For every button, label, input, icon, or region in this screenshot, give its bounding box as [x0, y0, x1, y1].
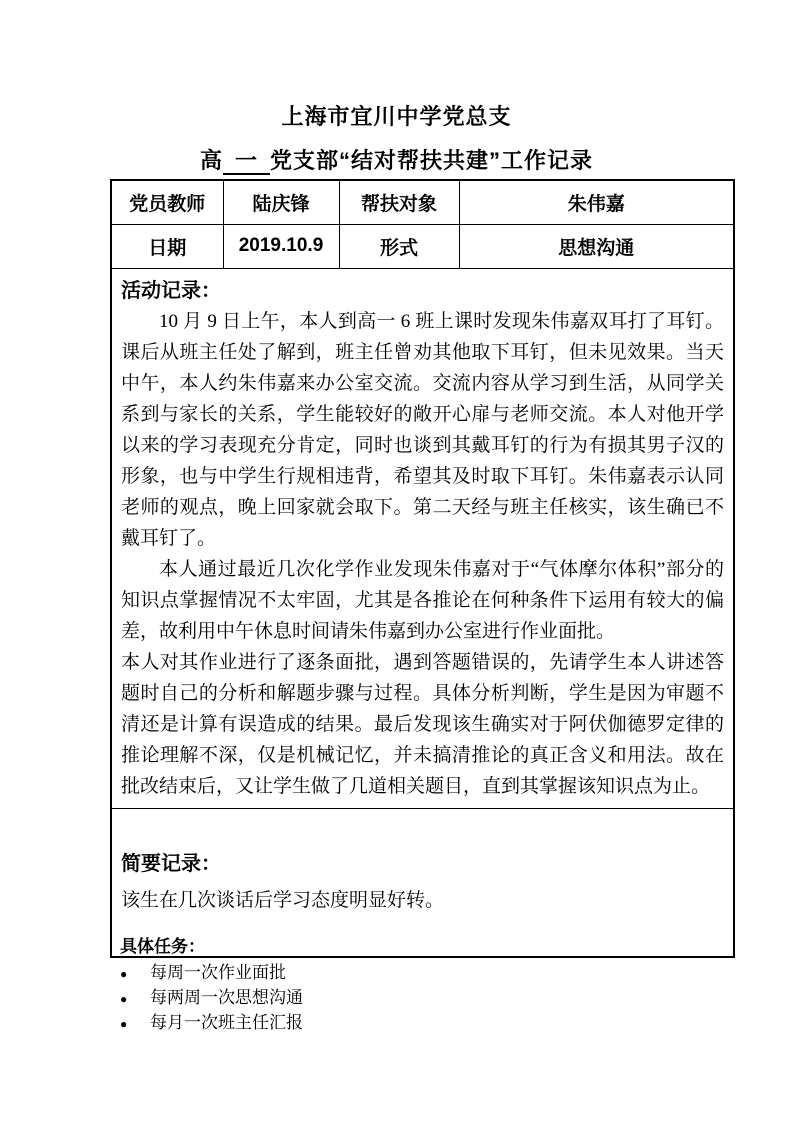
tasks-section [120, 936, 680, 1036]
activity-paragraph-3: 本人对其作业进行了逐条面批，遇到答题错误的，先请学生本人讲述答题时自己的分析和解题步骤与过程。具体分析判断，学生是因为审题不清还是计算有误造成的结果。最后发现该生确实对于阿伏伽德罗定律的推论理解不深，仅是机械记忆，并未搞清推论的真正含义和用法。故在批改结束后，又让学生做了几道相关题目，直到其掌握该知识点为止。 [121, 651, 724, 797]
page-subtitle [0, 144, 793, 175]
activity-record-cell [111, 268, 734, 808]
bullet-icon: ● [120, 1017, 128, 1031]
form-value-cell: 思想沟通 [459, 224, 734, 268]
table-row [111, 180, 734, 224]
table-row [111, 808, 734, 957]
date-value-cell: 2019.10.9 [223, 224, 339, 268]
teacher-label-cell: 党员教师 [111, 180, 223, 224]
tasks-heading: 具体任务： [120, 937, 205, 956]
date-label-cell: 日期 [111, 224, 223, 268]
record-form-table [110, 179, 735, 958]
subtitle-blank-underline: 一 [223, 149, 270, 175]
subtitle-suffix: 党支部“结对帮扶共建”工作记录 [270, 148, 594, 173]
table-row [111, 224, 734, 268]
task-item [120, 1011, 680, 1036]
brief-record-cell [111, 808, 734, 957]
page-title: 上海市宜川中学党总支 [281, 104, 512, 129]
activity-heading: 活动记录： [121, 279, 221, 302]
form-label-cell: 形式 [339, 224, 459, 268]
task-item [120, 961, 680, 986]
activity-paragraph-1: 10 月 9 日上午，本人到高一 6 班上课时发现朱伟嘉双耳打了耳钉。课后从班主任处了解到，班主任曾劝其他取下耳钉，但未见效果。当天中午，本人约朱伟嘉来办公室交流。交流内容从学习到生活，从同学关系到与家长的关系，学生能较好的敞开心扉与老师交流。本人对他开学以来的学习表现充分肯定，同时也谈到其戴耳钉的行为有损其男子汉的形象，也与中学生行规相违背，希望其及时取下耳钉。朱伟嘉表示认同老师的观点，晚上回家就会取下。第二天经与班主任核实，该生确已不戴耳钉了。 [121, 310, 724, 549]
bullet-icon: ● [120, 992, 128, 1006]
task-item [120, 986, 680, 1011]
table-row [111, 268, 734, 808]
task-text: 每两周一次思想沟通 [150, 988, 303, 1007]
task-text: 每周一次作业面批 [150, 963, 286, 982]
bullet-icon: ● [120, 967, 128, 981]
activity-paragraph-2: 本人通过最近几次化学作业发现朱伟嘉对于“气体摩尔体积”部分的知识点掌握情况不太牢固，尤其是各推论在何种条件下运用有较大的偏差，故利用中午休息时间请朱伟嘉到办公室进行作业面批。 [121, 558, 724, 642]
subtitle-prefix: 高 [199, 148, 223, 173]
teacher-value-cell: 陆庆锋 [223, 180, 339, 224]
target-label-cell: 帮扶对象 [339, 180, 459, 224]
brief-content: 该生在几次谈话后学习态度明显好转。 [121, 889, 445, 911]
brief-heading: 简要记录： [121, 852, 221, 875]
target-value-cell: 朱伟嘉 [459, 180, 734, 224]
task-text: 每月一次班主任汇报 [150, 1013, 303, 1032]
